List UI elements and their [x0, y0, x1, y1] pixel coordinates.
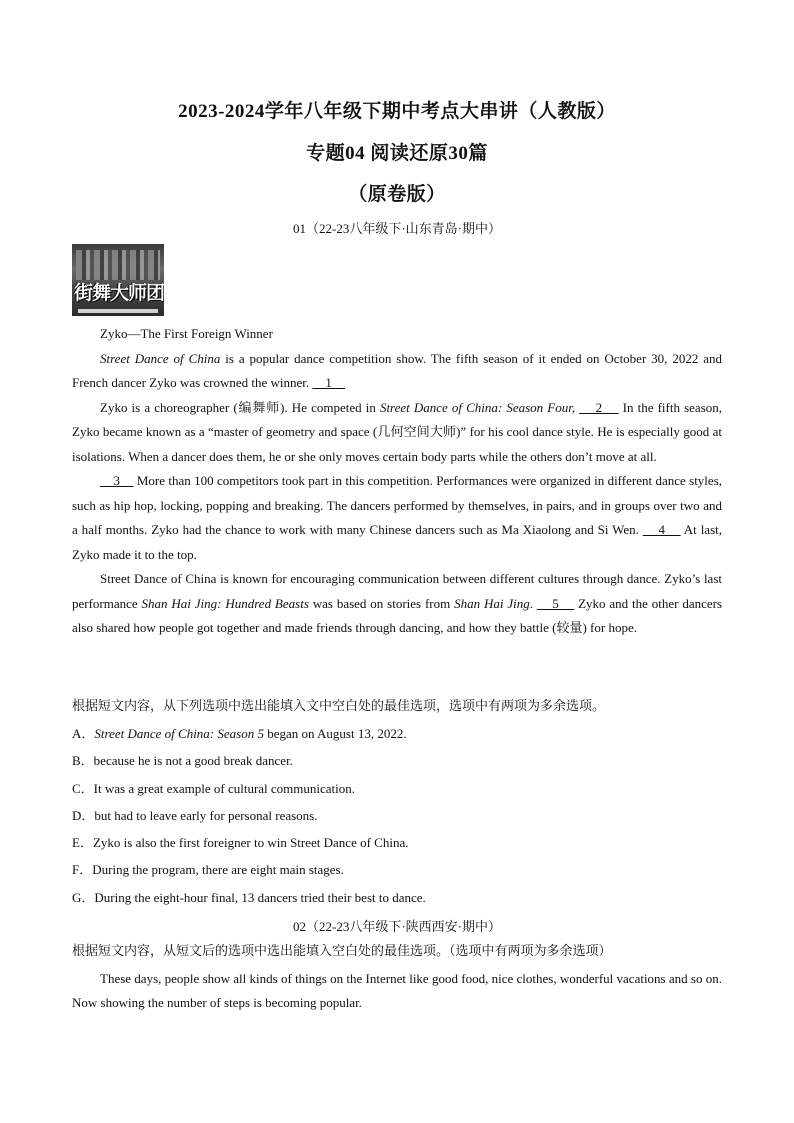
- option-list: [72, 720, 722, 911]
- passage1-paragraph: Street Dance of China is a popular dance competition show. The fifth season of it ended on October 30, 2022 and French dancer Zyko was crowned the winner. 1: [72, 350, 722, 390]
- blank-2[interactable]: 2: [579, 399, 619, 415]
- option-c[interactable]: C．It was a great example of cultural communication.: [72, 780, 356, 796]
- document-edition: （原卷版）: [348, 184, 446, 205]
- passage1-paragraph: 3 More than 100 competitors took part in this competition. Performances were organized in different dance styles, such as hip hop, locking, popping and breaking. The dancers performed by themselves, in pairs, and in groups over two and a half months. Zyko had the chance to work with many Chinese dancers such as Ma Xiaolong and Si Wen. 4 At last, Zyko made it to the top.: [72, 473, 723, 562]
- passage2-source: 02（22-23八年级下·陕西西安·期中）: [293, 919, 501, 934]
- passage1-questions: [72, 695, 722, 720]
- passage1-source: 01（22-23八年级下·山东青岛·期中）: [293, 221, 501, 236]
- passage2-paragraph: These days, people show all kinds of things on the Internet like good food, nice clothes, wonderful vacations and so on. Now showing the number of steps is becoming popular.: [72, 970, 722, 1010]
- option-g[interactable]: G．During the eight-hour final, 13 dancers tried their best to dance.: [72, 889, 426, 905]
- passage2-body: [72, 940, 722, 1016]
- option-a[interactable]: A．Street Dance of China: Season 5 began on August 13, 2022.: [72, 726, 407, 741]
- passage1-paragraph: Street Dance of China is known for encouraging communication between different cultures through dance. Zyko’s last performance Shan Hai Jing: Hundred Beasts was based on stories from Shan Hai Jing. 5 Zyko and the other dancers also shared how people got together and made friends through dancing, and how they battle (较量) for hope.: [72, 571, 723, 635]
- option-d[interactable]: D．but had to leave early for personal reasons.: [72, 807, 318, 823]
- photo-strip: [78, 309, 158, 313]
- blank-3[interactable]: 3: [100, 473, 134, 488]
- option-e[interactable]: E．Zyko is also the first foreigner to win Street Dance of China.: [72, 835, 409, 851]
- blank-1[interactable]: 1: [312, 375, 345, 390]
- blank-4[interactable]: 4: [642, 522, 681, 537]
- blank-5[interactable]: 5: [536, 595, 575, 611]
- passage1-instruction: 根据短文内容，从下列选项中选出能填入文中空白处的最佳选项，选项中有两项为多余选项。: [72, 699, 606, 714]
- document-subtitle: 专题04 阅读还原30篇: [306, 143, 488, 164]
- photo-dancers: [76, 250, 160, 280]
- passage2-instruction: 根据短文内容，从短文后的选项中选出能填入空白处的最佳选项。（选项中有两项为多余选项）: [72, 944, 612, 959]
- street-dance-photo: [72, 244, 164, 316]
- document-title: 2023-2024学年八年级下期中考点大串讲（人教版）: [178, 101, 616, 122]
- passage1-paragraph: Zyko is a choreographer (编舞师). He competed in Street Dance of China: Season Four, 2 In the fifth season, Zyko became known as a “master of geometry and space (几何空间大师)” for his cool dance style. He is especially good at isolations. When a dancer does them, he or she only moves certain body parts while the others don’t move at all.: [72, 399, 723, 464]
- option-b[interactable]: B．because he is not a good break dancer.: [72, 753, 293, 769]
- option-f[interactable]: F．During the program, there are eight main stages.: [72, 862, 344, 878]
- street-dance-logo: 街舞大师团: [74, 282, 164, 304]
- passage1-body: [72, 322, 722, 641]
- passage1-headline: Zyko—The First Foreign Winner: [100, 326, 273, 341]
